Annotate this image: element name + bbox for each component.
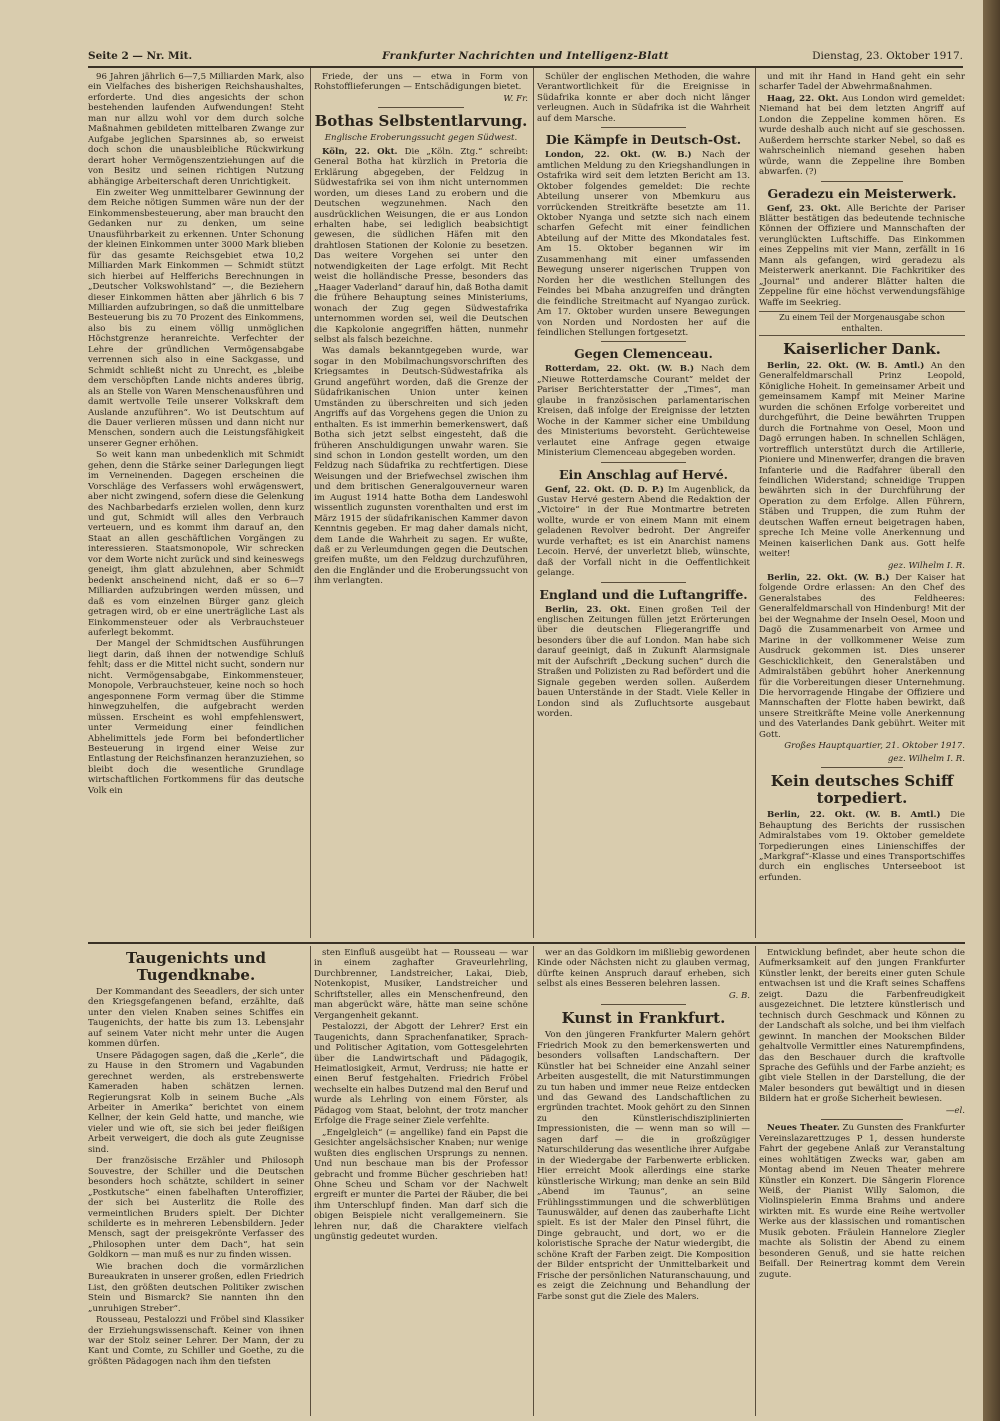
separator <box>821 181 903 182</box>
paragraph: Wie brachen doch die vormärzlichen Bureaukraten in unserer großen, edlen Friedrich List, den größten deutschen Politiker zwischen Stein und Bismarck? Sie nannten ihn den „unruhigen Streber“. <box>88 1261 304 1314</box>
paragraph: Der Kommandant des Seeadlers, der sich unter den Kriegsgefangenen befand, erzählte, daß unter den vielen Knaben seines Schiffes ein Taugenichts, der hatte bis zum 13. Lebensjahr auf seinem Vater nicht mehr unter die Augen kommen dürfen. <box>88 987 304 1050</box>
paragraph: Zu Gunsten des Frankfurter Vereinslazarettzuges P 1, dessen hunderste Fahrt der gegebene Anlaß zur Veranstaltung eines wohltätigen Zwecks war, gaben am Montag abend im Neuen Theater mehrere Künstler ein Konzert. Die Sängerin Florence Weiß, der Pianist Willy Salomon, die Violinspielerin Emma Brahms und andere wirkten mit. Es wurde eine Reihe wertvoller Werke aus der klassischen und romantischen Musik geboten. Fräulein Hannelore Ziegler machte als Solistin der Abend zu einem besonderen Genuß, und sie hatte reichen Beifall. Der Reinertrag kommt dem Verein zugute. <box>759 1123 965 1280</box>
paragraph: Pestalozzi, der Abgott der Lehrer? Erst ein Taugenichts, dann Sprachenfanatiker, Sprach- und Politischer Agitation, vom Gottesgelehrten über die Landwirtschaft und Pädagogik, Heimatlosigkeit, Armut, Verdruss; nie hatte er einen Beruf festgehalten. Friedrich Fröbel wechselte ein halbes Dutzend mal den Beruf und wurde als Lehrling von einem Förster, als Pädagog vom Staat, belohnt, der trotz mancher Erfolge die Frage seiner Ziele verfehlte. <box>314 1022 528 1127</box>
separator <box>601 341 686 342</box>
column-rule <box>755 946 756 1416</box>
author-initials: W. Fr. <box>503 93 528 104</box>
paragraph: An den Generalfeldmarschall Prinz Leopold, Königliche Hoheit. In gemeinsamer Arbeit und gemeinsamem Kampf mit Meiner Marine wurden die schönen Erfolge vorbereitet und durchgeführt, die Deine bewährten Truppen durch die Fortnahme von Oesel, Moon und Dagö errungen haben. In schnellen Schlägen, vortrefflich unterstützt durch die Artillerie, Pioniere und Minenwerfer, drangen die braven Infanterie und die Radfahrer überall den feindlichen Widerstand; schneidige Truppen bewährten sich in der Durchführung der Operation zu dem Erfolge. Allen Führern, Stäben und Truppen, die zum Ruhm der deutschen Waffen erneut beigetragen haben, spreche Ich Meine volle Anerkennung und Meinen kaiserlichen Dank aus. Gott helfe weiter! <box>759 360 965 560</box>
page-number: Seite 2 — Nr. Mit. <box>88 50 193 62</box>
paragraph: Im Augenblick, da Gustav Hervé gestern Abend die Redaktion der „Victoire“ in der Rue Montmartre betreten wollte, wurde er von einem Mann mit einem geladenen Revolver bedroht. Der Angreifer wurde verhaftet; es ist ein Anarchist namens Lecoin. Hervé, der unverletzt blieb, wünschte, daß der Vorfall nicht in die Oeffentlichkeit gelange. <box>537 484 750 579</box>
headline-taugenichts: Taugenichts und Tugendknabe. <box>126 949 266 984</box>
issue-date: Dienstag, 23. Oktober 1917. <box>812 50 963 62</box>
paragraph: Von den jüngeren Frankfurter Malern gehört Friedrich Mook zu den bemerkenswerten und besonders vollsaften Landschaftern. Der Künstler hat bei Schneider eine Anzahl seiner Arbeiten ausgestellt, die mit Naturstimmungen zu tun haben und immer neue Reize entdecken und das Gewand des Landschaftlichen zu ergründen trachtet. Mook gehört zu den Sinnen zu den Künstlerischdisziplinierten Impressionisten, die — wenn man so will — sagen darf — die in großzügiger Naturschilderung das wesentliche ihrer Aufgabe in der Wiedergabe der Farbenwerte erblicken. Hier erreicht Mook allerdings eine starke künstlerische Wirkung; man denke an sein Bild „Abend im Taunus“, an seine Frühlingsstimmungen und die schwerblütigen Taunuswälder, auf denen das zauberhafte Licht spielt. Es ist der Maler den Pinsel führt, die Dinge gebraucht, und dort, wo er die koloristische Sprache der Natur wiedergibt, die schöne Kraft der Farben zeigt. Die Komposition der Bilder entspricht der Unmittelbarkeit und Frische der persönlichen Naturanschauung, und es zeigt die Zeichnung und Behandlung der Farbe sonst gut die Ziele des Malers. <box>537 1030 750 1302</box>
signature: gez. Wilhelm I. R. <box>887 753 965 764</box>
paragraph: Entwicklung befindet, aber heute schon die Aufmerksamkeit auf den jungen Frankfurter Künstler lenkt, der bereits einer guten Schule entwachsen ist und die Kraft seines Schaffens zeigt. Dazu die Farbenfreudigkeit ausgezeichnet. Die letztere künstlerisch und technisch durch Geschmack und Können zu der Landschaft als solche, und bei ihm vielfach gewinnt. In manchen der Mookschen Bilder gehaltvolle Vermittler eines Naturempfindens, das den Beschauer durch die kraftvolle Sprache des Gefühls und der Farbe anzieht; es gibt viele Stellen in der Darstellung, die der Maler besonders gut bewältigt und in diesen Bildern hat er große Sicherheit bewiesen. <box>759 948 965 1105</box>
paragraph: Der Mangel der Schmidtschen Ausführungen liegt darin, daß ihnen der notwendige Schluß fehlt; dass er die Mittel nicht sucht, sondern nur nicht. Vermögensabgabe, Einkommensteuer, Monopole, Verbrauchsteuer, keine noch so hoch angesponnene Form vermag über die Stimme hinwegzuhelfen, die aufgebracht werden müssen. Erscheint es wohl empfehlenswert, unter Vermeidung einer feindlichen Abhelimittels jede Form bei befondertlicher Besteuerung in irgend einer Weise zur Entlastung der Reichsfinanzen heranzuziehen, so bleibt doch die wesentliche Grundlage wirtschaftlichen Fortkommens für das deutsche Volk ein <box>88 639 304 796</box>
paragraph: So weit kann man unbedenklich mit Schmidt gehen, denn die Stärke seiner Darlegungen liegt im Verneinenden. Dagegen erscheinen die Vorschläge des Verfassers wohl erwägenswert, aber nicht zwingend, sofern diese die Gelenkung des Nachbarbedarfs erzielen wollen, denn kurz und gut, Schmidt will alles den Verbrauch verteuern, und es kommt ihm darauf an, den Staat an allen geschäftlichen Vorgängen zu interessieren. Staatsmonopole, Wir schrecken vor dem Worte nicht zurück und sind keineswegs geneigt, ihm glatt abzulehnen, aber Schmidt bedenkt anscheinend nicht, daß er so 6—7 Milliarden aufzubringen werden müssen, und daß es vom einzelnen Bürger ganz gleich getragen wird, ob er eine unerträgliche Last als Einkommensteuer oder als Verbrauchsteuer auferlegt bekommt. <box>88 450 304 639</box>
paragraph: Was damals bekanntgegeben wurde, war sogar in den Mobilmachungsvorschriften des Kriegsamtes in Deutsch-Südwestafrika als Grund angeführt worden, daß die Grenze der Südafrikanischen Union unter keinen Umständen zu überschreiten und sich jeden Angriffs auf das Vorgehens gegen die Union zu enthalten. Es ist immerhin bemerkenswert, daß Botha sich jetzt selbst eingesteht, daß die früheren Anschuldigungen unwahr waren. Sie sind schon in London gestellt worden, um den Feldzug nach Südafrika zu rechtfertigen. Diese Weisungen und der Briefwechsel zwischen ihm und dem britischen Generalgouverneur waren im August 1914 hatte Botha dem Landeswohl wissentlich zugunsten vorenthalten und erst im März 1915 der südafrikanischen Kammer davon Kenntnis gegeben. Er mag daher damals nicht, dem Lande die Wahrheit zu sagen. Er wußte, daß er zu Verleumdungen gegen die Deutschen greifen mußte, um den Feldzug durchzuführen, den die Engländer und die Eroberungssucht von ihm verlangten. <box>314 346 528 587</box>
author-initials: —el. <box>945 1105 965 1116</box>
article-column-2 <box>314 72 528 938</box>
paragraph: Nach der amtlichen Meldung zu den Kriegshandlungen in Ostafrika wird seit dem letzten Bericht am 13. Oktober folgendes gemeldet: Die rechte Abteilung unserer von Mbemkuru aus vorrückenden Streitkräfte besetzte am 11. Oktober Nyanga und setzte sich nach einem scharfen Gefecht mit einer feindlichen Abteilung auf der Mitte des Mkondatales fest. Am 15. Oktober begannen wir im Zusammenhang mit einer umfassenden Bewegung unserer nigerischen Truppen von Norden her die westlichen Stellungen des Feindes bei Mbaha anzugreifen und drängten die feindliche Streitmacht auf Nyangao zurück. Am 17. Oktober wurden unsere Bewegungen von Norden und Nordosten her auf die feindlichen Stellungen fortgesetzt. <box>537 150 750 338</box>
paragraph: Alle Berichte der Pariser Blätter bestätigen das bedeutende technische Können der Offiziere und Mannschaften der verunglückten Luftschiffe. Das Einkommen eines Zeppelins mit vier Mann, zerfällt in 16 Mann als gefangen, wird geradezu als Meisterwerk anerkannt. Die Fachkritiker des „Journal“ und anderer Blätter halten die Zeppeline für eine höchst verwendungsfähige Waffe im Seekrieg. <box>759 203 965 308</box>
headline-luftangriffe: England und die Luftangriffe. <box>539 586 748 602</box>
masthead <box>88 46 963 68</box>
paragraph: sten Einfluß ausgeübt hat — Rousseau — war in einem zaghafter Graveurlehrling, Durchbrenner, Landstreicher, Lakai, Dieb, Notenkopist, Musiker, Landstreicher und Schriftsteller, alles ein Menschenfreund, den man abgerückt wäre, hätte man seine schöne Vergangenheit gekannt. <box>314 948 528 1021</box>
paragraph: Einen großen Teil der englischen Zeitungen füllen jetzt Erörterungen über die deutschen Fliegerangriffe und besonders über die auf London. Man habe sich darauf geeinigt, daß in Zukunft Alarmsignale mit der Aufschrift „Deckung suchen“ durch die Straßen und Polizisten zu Rad befördert und die Signale gegeben werden sollen. Außerdem bauen Unterstände in der Stadt. Viele Keller in London sind als Zufluchtsorte ausgebaut worden. <box>537 604 750 720</box>
paragraph: Aus London wird gemeldet: Niemand hat bei dem letzten Angriff auf London die Zeppeline kommen hören. Es wurde deshalb auch nicht auf sie geschossen. Außerdem herrschte starker Nebel, so daß es wahrscheinlich niemand gesehen haben würde, wann die Zeppeline ihre Bomben abwarfen. (?) <box>759 93 965 178</box>
column-rule <box>755 68 756 938</box>
separator <box>601 582 686 583</box>
headline-herve: Ein Anschlag auf Hervé. <box>558 466 728 482</box>
section-label-theater: Neues Theater. <box>767 1123 840 1134</box>
dateline: Rotterdam, 22. Okt. (W. B.) <box>545 364 695 375</box>
column-rule <box>310 68 311 938</box>
article-column-3 <box>537 72 750 938</box>
dateline: Genf, 22. Okt. (D. D. P.) <box>545 484 664 495</box>
dateline: Berlin, 22. Okt. (W. B. Amtl.) <box>767 810 941 821</box>
paragraph: und mit ihr Hand in Hand geht ein sehr scharfer Tadel der Abwehrmaßnahmen. <box>759 72 965 93</box>
feuilleton-column-3 <box>537 948 750 1416</box>
paragraph: Die „Köln. Ztg.“ schreibt: General Botha hat kürzlich in Pretoria die Erklärung abgegeben, der Feldzug in Südwestafrika sei von ihm nicht unternommen worden, um dieses Land zu erobern und die Deutschen wegzunehmen. Nach den ausdrücklichen Weisungen, die er aus London erhalten habe, sei lediglich beabsichtigt gewesen, die südlichen Häfen mit den drahtlosen Stationen der Kolonie zu besetzen. Das weitere Vorgehen sei unter den notwendigkeiten der Lage erfolgt. Mit Recht weist die holländische Presse, besonders das „Haager Vaderland“ darauf hin, daß Botha damit die frühere Behauptung seines Ministeriums, wonach der Zug gegen Südwestafrika unternommen worden sei, weil die Deutschen die Kapkolonie angegriffen hätten, nunmehr selbst als falsch bezeichne. <box>314 146 528 345</box>
paragraph: Der französische Erzähler und Philosoph Souvestre, der Schiller und die Deutschen besonders hoch schätzte, schildert in seiner „Postkutsche“ einen fabelhaften Unteroffizier, der sich bei Austerlitz die Rolle des vermeintlichen Bruders spielt. Der Dichter schilderte es in mehreren Lebensbildern. Jeder Mensch, sagt der preisgekrönte Verfasser des „Philosophen unter dem Dach“, hat sein Goldkorn — man muß es nur zu finden wissen. <box>88 1156 304 1261</box>
feuilleton-divider <box>88 942 965 944</box>
headline-deutsch-ost: Die Kämpfe in Deutsch-Ost. <box>545 132 742 148</box>
paragraph: Nach dem „Nieuwe Rotterdamsche Courant“ meldet der Pariser Berichterstatter der „Times“, man glaube in französischen parlamentarischen Kreisen, daß infolge der Ereignisse der letzten Woche in der Kammer sicher eine Umbildung des Ministeriums bevorsteht. Gerüchteweise verlautet eine Anfrage gegen etwaige Ministerium Clemenceau abgegeben worden. <box>537 364 750 459</box>
feuilleton-column-1 <box>88 948 304 1416</box>
dateline: Berlin, 23. Okt. <box>545 604 631 615</box>
separator <box>821 767 903 768</box>
paragraph: Rousseau, Pestalozzi und Fröbel sind Klassiker der Erziehungswissenschaft. Keiner von ihnen war der Stolz seiner Lehrer. Der Mann, der zu Kant und Comte, zu Schiller und Goethe, zu die größten Pädagogen nach ihm den tiefsten <box>88 1315 304 1367</box>
paragraph: Schüler der englischen Methoden, die wahre Verantwortlichkeit für die Ereignisse in Südafrika konnte er aber doch nicht länger verleugnen. Auch in Südafrika ist die Wahrheit auf dem Marsche. <box>537 72 750 124</box>
paragraph: Die Behauptung des Berichts der russischen Admiralstabes vom 19. Oktober gemeldete Torpedierungen eines Linienschiffes der „Markgraf“-Klasse und eines Transportschiffes durch ein englisches Unterseeboot ist erfunden. <box>759 810 965 883</box>
dateline: Haag, 22. Okt. <box>767 93 839 104</box>
dateline: Berlin, 22. Okt. (W. B.) <box>767 573 890 584</box>
place-date: Großes Hauptquartier, 21. Oktober 1917. <box>784 741 965 752</box>
dateline: London, 22. Okt. (W. B.) <box>545 150 692 161</box>
separator <box>821 1119 903 1120</box>
dateline: Köln, 22. Okt. <box>322 146 398 157</box>
paragraph: Unsere Pädagogen sagen, daß die „Kerle“, die zu Hause in den Stromern und Vagabunden gerechnet werden, als erstrebenswerte Kameraden haben schätzen lernen. Regierungsrat Kolb in seinem Buche „Als Arbeiter in Amerika“ berichtet von einem Kellner, der kein Geld hatte, und manche, wie vieler und wie oft, sie sich bei jeder fleißigen Arbeit verweigert, die doch als gute Zeugnisse sind. <box>88 1050 304 1155</box>
feuilleton-column-2 <box>314 948 528 1416</box>
paragraph: 96 Jahren jährlich 6—7,5 Milliarden Mark, also ein Vielfaches des bisherigen Reichshaushaltes, erforderte. Und dies angesichts der schon bestehenden laufenden Aufwendungen! Steht man nur allzu wohl vor dem durch solche Maßnahmen gebildeten mittelbaren Zwange zur Aufgabe jeglichen Sparsinnes ab, so erweist doch schon die unausbleibliche Rückwirkung derart hoher Vermögenszentziehungen auf die von Besitz und seinen richtigen Nutzung abhängige Arbeiterschaft deren Unrichtigkeit. <box>88 72 304 187</box>
adjacent-page-edge <box>983 0 1000 1421</box>
headline-botha: Bothas Selbstentlarvung. <box>314 112 528 131</box>
subheadline: Englische Eroberungssucht gegen Südwest. <box>324 133 518 144</box>
signature: gez. Wilhelm I. R. <box>887 560 965 571</box>
paragraph: Ein zweiter Weg unmittelbarer Gewinnung der dem Reiche nötigen Summen wäre nun der der Einkommensbesteuerung, aber man braucht den Gedanken nur zu denken, um seine Unausführbarkeit zu erkennen. Unter Schonung der kleinen Einkommen unter 3000 Mark blieben für das gesamte Reichsgebiet etwa 10,2 Milliarden Mark Einkommen — Schmidt stützt sich hierbei auf Helfferichs Berechnungen in „Deutscher Volkswohlstand“ —, die Beziehern dieser Einkommen hätten aber jährlich 6 bis 7 Milliarden aufzubringen, so daß die unmittelbare Besteuerung bis zu 70 Prozent des Einkommens, also bis zu einem völlig unmöglichen Höchstgrenze heranreichte. Verfechter der Lehre der gründlichen Vermögensabgabe verrennen sich also in eine Sackgasse, und Schmidt schließt nicht zu Unrecht, es „bleibe dem verschöpften Lande nichts anderes übrig, als an Stelle von Waren Menschenausführen und damit wertvolle Teile unserer Volkskraft dem Auslande anzuführen“. Wo ist Deutschtum auf die Dauer verlieren müssen und dann nicht nur Menschen, sondern auch die Leistungsfähigkeit unserer Gegner erhöhen. <box>88 187 304 449</box>
headline-clemenceau: Gegen Clemenceau. <box>574 346 713 362</box>
paragraph: Der Kaiser hat folgende Ordre erlassen: An den Chef des Generalstabes des Feldheeres: Generalfeldmarschall von Hindenburg! Mit der bei der Wegnahme der Inseln Oesel, Moon und Dagö die Zusammenarbeit von Armee und Marine in der vollkommener Weise zum Ausdruck gekommen ist. Dies unserer Geschicklichkeit, den Generalstäben und Admiralstäben gebührt hoher Anerkennung für die Vorbereitungen dieser Unternehmung. Die hervorragende Hingabe der Offiziere und Mannschaften der Flotte haben bewirkt, daß unsere Streitkräfte Meine volle Anerkennung und des Vaterlandes Dank gebührt. Weiter mit Gott. <box>759 573 965 740</box>
column-rule <box>310 946 311 1416</box>
separator <box>601 127 686 128</box>
headline-kein-schiff: Kein deutsches Schiff torpediert. <box>770 772 954 808</box>
newspaper-title: Frankfurter Nachrichten und Intelligenz-Blatt <box>382 50 669 62</box>
headline-kunst: Kunst in Frankfurt. <box>561 1009 726 1028</box>
separator <box>601 1004 686 1005</box>
headline-meisterwerk: Geradezu ein Meisterwerk. <box>767 185 957 201</box>
paragraph: Friede, der uns — etwa in Form von Rohstofflieferungen — Entschädigungen bietet. <box>314 72 528 93</box>
separator <box>601 462 686 463</box>
dateline: Berlin, 22. Okt. (W. B. Amtl.) <box>767 360 925 371</box>
article-column-4 <box>759 72 965 938</box>
article-column-1 <box>88 72 304 938</box>
column-rule <box>533 68 534 938</box>
edition-note: Zu einem Teil der Morgenausgabe schon enthalten. <box>759 311 965 336</box>
feuilleton-column-4 <box>759 948 965 1416</box>
column-rule <box>533 946 534 1416</box>
separator <box>378 107 464 108</box>
paragraph: „Engelgleich“ (= angellike) fand ein Papst die Gesichter angelsächsischer Knaben; nur wenige wußten dies englischen Ursprungs zu nennen. Und nun beschaue man bis der Professor gebracht und fromme Bücher geschrieben hat! Ohne Scheu und Scham vor der Nachwelt ergreift er munter die Partei der Räuber, die bei ihm Unterschlupf finden. Man darf sich die obigen Beispiele nicht verallgemeinern. Sie lehren nur, daß die Charaktere vielfach ungünstig gedeutet wurden. <box>314 1127 528 1243</box>
dateline: Genf, 23. Okt. <box>767 203 841 214</box>
author-initials: G. B. <box>728 990 750 1001</box>
headline-kaiserlicher-dank: Kaiserlicher Dank. <box>783 339 941 358</box>
paragraph: wer an das Goldkorn im mißliebig gewordenen Kinde oder Nächsten nicht zu glauben vermag, dürfte keinen Anspruch darauf erheben, sich selbst als eines Besseren belehren lassen. <box>537 948 750 990</box>
